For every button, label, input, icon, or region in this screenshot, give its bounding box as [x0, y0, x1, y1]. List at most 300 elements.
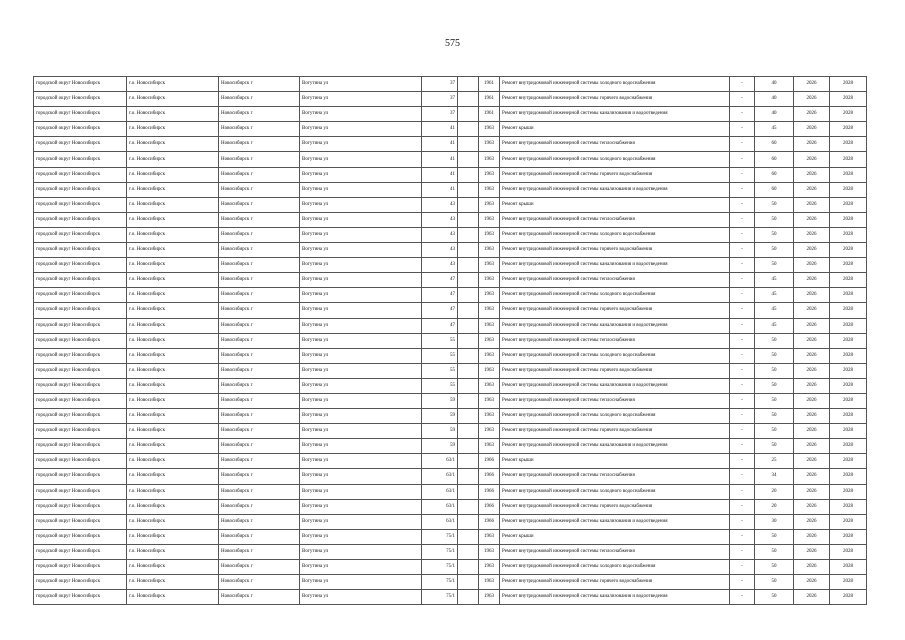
street-cell: Вогутина ул	[300, 439, 422, 454]
settlement-cell: г.о. Новосибирск	[127, 212, 219, 227]
house-number-cell: 63/1	[422, 514, 458, 529]
cost-cell: 50	[755, 439, 794, 454]
cost-cell: 20	[755, 499, 794, 514]
settlement-cell: г.о. Новосибирск	[127, 288, 219, 303]
street-cell: Вогутина ул	[300, 393, 422, 408]
page-number: 575	[445, 38, 460, 49]
end-year-cell: 2028	[830, 575, 867, 590]
city-cell: Новосибирск г	[219, 318, 300, 333]
cost-cell: 60	[755, 167, 794, 182]
empty-cell	[458, 107, 479, 122]
city-cell: Новосибирск г	[219, 197, 300, 212]
city-cell: Новосибирск г	[219, 454, 300, 469]
house-number-cell: 75/1	[422, 575, 458, 590]
empty-cell	[458, 393, 479, 408]
empty-cell	[458, 575, 479, 590]
end-year-cell: 2028	[830, 529, 867, 544]
district-cell: городской округ Новосибирск	[34, 107, 127, 122]
start-year-cell: 2026	[794, 363, 830, 378]
work-type-cell: Ремонт внутридомовой инженерной системы холодного водоснабжения	[500, 288, 730, 303]
district-cell: городской округ Новосибирск	[34, 590, 127, 605]
empty-cell	[458, 212, 479, 227]
street-cell: Вогутина ул	[300, 544, 422, 559]
empty-cell	[458, 529, 479, 544]
dash-cell: -	[730, 378, 755, 393]
house-number-cell: 63/1	[422, 454, 458, 469]
street-cell: Вогутина ул	[300, 182, 422, 197]
district-cell: городской округ Новосибирск	[34, 197, 127, 212]
city-cell: Новосибирск г	[219, 258, 300, 273]
empty-cell	[458, 288, 479, 303]
end-year-cell: 2028	[830, 167, 867, 182]
build-year-cell: 1961	[479, 92, 500, 107]
build-year-cell: 1963	[479, 122, 500, 137]
street-cell: Вогутина ул	[300, 167, 422, 182]
empty-cell	[458, 227, 479, 242]
settlement-cell: г.о. Новосибирск	[127, 378, 219, 393]
table-row	[34, 197, 867, 212]
street-cell: Вогутина ул	[300, 363, 422, 378]
street-cell: Вогутина ул	[300, 77, 422, 92]
dash-cell: -	[730, 529, 755, 544]
work-type-cell: Ремонт внутридомовой инженерной системы канализования и водоотведения	[500, 258, 730, 273]
work-type-cell: Ремонт внутридомовой инженерной системы канализования и водоотведения	[500, 514, 730, 529]
settlement-cell: г.о. Новосибирск	[127, 348, 219, 363]
start-year-cell: 2026	[794, 197, 830, 212]
district-cell: городской округ Новосибирск	[34, 469, 127, 484]
build-year-cell: 1966	[479, 499, 500, 514]
empty-cell	[458, 122, 479, 137]
dash-cell: -	[730, 544, 755, 559]
table-row	[34, 303, 867, 318]
table-row	[34, 77, 867, 92]
dash-cell: -	[730, 303, 755, 318]
start-year-cell: 2026	[794, 544, 830, 559]
cost-cell: 40	[755, 107, 794, 122]
table-row	[34, 107, 867, 122]
build-year-cell: 1963	[479, 363, 500, 378]
build-year-cell: 1963	[479, 303, 500, 318]
settlement-cell: г.о. Новосибирск	[127, 92, 219, 107]
dash-cell: -	[730, 424, 755, 439]
dash-cell: -	[730, 590, 755, 605]
city-cell: Новосибирск г	[219, 590, 300, 605]
dash-cell: -	[730, 122, 755, 137]
build-year-cell: 1963	[479, 212, 500, 227]
district-cell: городской округ Новосибирск	[34, 273, 127, 288]
street-cell: Вогутина ул	[300, 529, 422, 544]
start-year-cell: 2026	[794, 107, 830, 122]
settlement-cell: г.о. Новосибирск	[127, 484, 219, 499]
dash-cell: -	[730, 212, 755, 227]
work-type-cell: Ремонт внутридомовой инженерной системы горячего водоснабжения	[500, 167, 730, 182]
work-type-cell: Ремонт внутридомовой инженерной системы канализования и водоотведения	[500, 439, 730, 454]
cost-cell: 50	[755, 243, 794, 258]
settlement-cell: г.о. Новосибирск	[127, 273, 219, 288]
house-number-cell: 63/1	[422, 499, 458, 514]
end-year-cell: 2028	[830, 409, 867, 424]
district-cell: городской округ Новосибирск	[34, 333, 127, 348]
house-number-cell: 47	[422, 318, 458, 333]
street-cell: Вогутина ул	[300, 122, 422, 137]
district-cell: городской округ Новосибирск	[34, 258, 127, 273]
house-number-cell: 55	[422, 378, 458, 393]
table-row	[34, 122, 867, 137]
street-cell: Вогутина ул	[300, 197, 422, 212]
cost-cell: 50	[755, 258, 794, 273]
cost-cell: 50	[755, 424, 794, 439]
cost-cell: 50	[755, 212, 794, 227]
work-type-cell: Ремонт внутридомовой инженерной системы холодного водоснабжения	[500, 152, 730, 167]
district-cell: городской округ Новосибирск	[34, 122, 127, 137]
city-cell: Новосибирск г	[219, 243, 300, 258]
house-number-cell: 55	[422, 348, 458, 363]
work-type-cell: Ремонт крыши	[500, 197, 730, 212]
empty-cell	[458, 333, 479, 348]
build-year-cell: 1963	[479, 167, 500, 182]
work-type-cell: Ремонт внутридомовой инженерной системы теплоснабжения	[500, 212, 730, 227]
settlement-cell: г.о. Новосибирск	[127, 514, 219, 529]
dash-cell: -	[730, 484, 755, 499]
start-year-cell: 2026	[794, 288, 830, 303]
empty-cell	[458, 514, 479, 529]
city-cell: Новосибирск г	[219, 152, 300, 167]
empty-cell	[458, 197, 479, 212]
build-year-cell: 1963	[479, 137, 500, 152]
table-row	[34, 333, 867, 348]
settlement-cell: г.о. Новосибирск	[127, 560, 219, 575]
district-cell: городской округ Новосибирск	[34, 393, 127, 408]
table-row	[34, 227, 867, 242]
street-cell: Вогутина ул	[300, 348, 422, 363]
district-cell: городской округ Новосибирск	[34, 318, 127, 333]
city-cell: Новосибирск г	[219, 167, 300, 182]
dash-cell: -	[730, 258, 755, 273]
house-number-cell: 47	[422, 288, 458, 303]
table-row	[34, 409, 867, 424]
dash-cell: -	[730, 197, 755, 212]
start-year-cell: 2026	[794, 243, 830, 258]
district-cell: городской округ Новосибирск	[34, 424, 127, 439]
house-number-cell: 47	[422, 303, 458, 318]
dash-cell: -	[730, 288, 755, 303]
settlement-cell: г.о. Новосибирск	[127, 167, 219, 182]
build-year-cell: 1963	[479, 243, 500, 258]
cost-cell: 40	[755, 77, 794, 92]
work-type-cell: Ремонт внутридомовой инженерной системы холодного водоснабжения	[500, 77, 730, 92]
district-cell: городской округ Новосибирск	[34, 514, 127, 529]
city-cell: Новосибирск г	[219, 409, 300, 424]
build-year-cell: 1963	[479, 152, 500, 167]
table-row	[34, 499, 867, 514]
build-year-cell: 1963	[479, 424, 500, 439]
district-cell: городской округ Новосибирск	[34, 439, 127, 454]
district-cell: городской округ Новосибирск	[34, 152, 127, 167]
street-cell: Вогутина ул	[300, 575, 422, 590]
city-cell: Новосибирск г	[219, 544, 300, 559]
cost-cell: 34	[755, 469, 794, 484]
work-type-cell: Ремонт внутридомовой инженерной системы горячего водоснабжения	[500, 92, 730, 107]
district-cell: городской округ Новосибирск	[34, 544, 127, 559]
empty-cell	[458, 424, 479, 439]
cost-cell: 50	[755, 590, 794, 605]
dash-cell: -	[730, 363, 755, 378]
work-type-cell: Ремонт внутридомовой инженерной системы горячего водоснабжения	[500, 575, 730, 590]
build-year-cell: 1963	[479, 544, 500, 559]
end-year-cell: 2028	[830, 182, 867, 197]
empty-cell	[458, 348, 479, 363]
district-cell: городской округ Новосибирск	[34, 454, 127, 469]
end-year-cell: 2028	[830, 318, 867, 333]
district-cell: городской округ Новосибирск	[34, 484, 127, 499]
district-cell: городской округ Новосибирск	[34, 348, 127, 363]
dash-cell: -	[730, 454, 755, 469]
dash-cell: -	[730, 152, 755, 167]
start-year-cell: 2026	[794, 529, 830, 544]
work-type-cell: Ремонт внутридомовой инженерной системы канализования и водоотведения	[500, 590, 730, 605]
house-number-cell: 75/1	[422, 590, 458, 605]
house-number-cell: 43	[422, 243, 458, 258]
cost-cell: 45	[755, 273, 794, 288]
settlement-cell: г.о. Новосибирск	[127, 258, 219, 273]
dash-cell: -	[730, 273, 755, 288]
empty-cell	[458, 409, 479, 424]
table-row	[34, 137, 867, 152]
empty-cell	[458, 544, 479, 559]
cost-cell: 30	[755, 514, 794, 529]
street-cell: Вогутина ул	[300, 560, 422, 575]
start-year-cell: 2026	[794, 227, 830, 242]
end-year-cell: 2028	[830, 212, 867, 227]
empty-cell	[458, 92, 479, 107]
table-row	[34, 92, 867, 107]
district-cell: городской округ Новосибирск	[34, 243, 127, 258]
work-type-cell: Ремонт внутридомовой инженерной системы канализования и водоотведения	[500, 107, 730, 122]
build-year-cell: 1963	[479, 333, 500, 348]
start-year-cell: 2026	[794, 122, 830, 137]
settlement-cell: г.о. Новосибирск	[127, 544, 219, 559]
start-year-cell: 2026	[794, 167, 830, 182]
city-cell: Новосибирск г	[219, 273, 300, 288]
street-cell: Вогутина ул	[300, 288, 422, 303]
end-year-cell: 2028	[830, 484, 867, 499]
street-cell: Вогутина ул	[300, 303, 422, 318]
cost-cell: 60	[755, 182, 794, 197]
city-cell: Новосибирск г	[219, 529, 300, 544]
start-year-cell: 2026	[794, 273, 830, 288]
street-cell: Вогутина ул	[300, 499, 422, 514]
house-number-cell: 41	[422, 137, 458, 152]
city-cell: Новосибирск г	[219, 363, 300, 378]
start-year-cell: 2026	[794, 499, 830, 514]
settlement-cell: г.о. Новосибирск	[127, 122, 219, 137]
dash-cell: -	[730, 318, 755, 333]
start-year-cell: 2026	[794, 77, 830, 92]
street-cell: Вогутина ул	[300, 514, 422, 529]
table-row	[34, 575, 867, 590]
start-year-cell: 2026	[794, 137, 830, 152]
work-type-cell: Ремонт крыши	[500, 122, 730, 137]
build-year-cell: 1966	[479, 484, 500, 499]
city-cell: Новосибирск г	[219, 424, 300, 439]
cost-cell: 40	[755, 92, 794, 107]
house-number-cell: 75/1	[422, 529, 458, 544]
house-number-cell: 59	[422, 424, 458, 439]
start-year-cell: 2026	[794, 303, 830, 318]
city-cell: Новосибирск г	[219, 288, 300, 303]
house-number-cell: 43	[422, 258, 458, 273]
city-cell: Новосибирск г	[219, 303, 300, 318]
street-cell: Вогутина ул	[300, 152, 422, 167]
table-row	[34, 212, 867, 227]
build-year-cell: 1963	[479, 273, 500, 288]
start-year-cell: 2026	[794, 393, 830, 408]
city-cell: Новосибирск г	[219, 378, 300, 393]
empty-cell	[458, 499, 479, 514]
end-year-cell: 2028	[830, 197, 867, 212]
end-year-cell: 2028	[830, 77, 867, 92]
house-number-cell: 37	[422, 77, 458, 92]
district-cell: городской округ Новосибирск	[34, 182, 127, 197]
house-number-cell: 37	[422, 107, 458, 122]
build-year-cell: 1963	[479, 318, 500, 333]
build-year-cell: 1963	[479, 393, 500, 408]
house-number-cell: 41	[422, 167, 458, 182]
district-cell: городской округ Новосибирск	[34, 303, 127, 318]
district-cell: городской округ Новосибирск	[34, 560, 127, 575]
start-year-cell: 2026	[794, 212, 830, 227]
table-row	[34, 318, 867, 333]
empty-cell	[458, 318, 479, 333]
settlement-cell: г.о. Новосибирск	[127, 469, 219, 484]
empty-cell	[458, 167, 479, 182]
end-year-cell: 2028	[830, 363, 867, 378]
empty-cell	[458, 363, 479, 378]
end-year-cell: 2028	[830, 544, 867, 559]
dash-cell: -	[730, 409, 755, 424]
build-year-cell: 1963	[479, 575, 500, 590]
cost-cell: 25	[755, 454, 794, 469]
end-year-cell: 2028	[830, 92, 867, 107]
city-cell: Новосибирск г	[219, 393, 300, 408]
table-row	[34, 514, 867, 529]
end-year-cell: 2028	[830, 378, 867, 393]
end-year-cell: 2028	[830, 590, 867, 605]
work-type-cell: Ремонт внутридомовой инженерной системы канализования и водоотведения	[500, 318, 730, 333]
empty-cell	[458, 303, 479, 318]
dash-cell: -	[730, 333, 755, 348]
city-cell: Новосибирск г	[219, 575, 300, 590]
table-row	[34, 258, 867, 273]
settlement-cell: г.о. Новосибирск	[127, 107, 219, 122]
dash-cell: -	[730, 575, 755, 590]
dash-cell: -	[730, 393, 755, 408]
start-year-cell: 2026	[794, 318, 830, 333]
empty-cell	[458, 590, 479, 605]
cost-cell: 50	[755, 227, 794, 242]
end-year-cell: 2028	[830, 348, 867, 363]
house-number-cell: 43	[422, 227, 458, 242]
end-year-cell: 2028	[830, 424, 867, 439]
empty-cell	[458, 182, 479, 197]
district-cell: городской округ Новосибирск	[34, 212, 127, 227]
street-cell: Вогутина ул	[300, 378, 422, 393]
city-cell: Новосибирск г	[219, 439, 300, 454]
work-type-cell: Ремонт внутридомовой инженерной системы холодного водоснабжения	[500, 227, 730, 242]
city-cell: Новосибирск г	[219, 560, 300, 575]
empty-cell	[458, 152, 479, 167]
street-cell: Вогутина ул	[300, 409, 422, 424]
cost-cell: 50	[755, 333, 794, 348]
end-year-cell: 2028	[830, 243, 867, 258]
work-type-cell: Ремонт внутридомовой инженерной системы холодного водоснабжения	[500, 348, 730, 363]
work-type-cell: Ремонт внутридомовой инженерной системы теплоснабжения	[500, 393, 730, 408]
table-row	[34, 378, 867, 393]
table-row	[34, 590, 867, 605]
dash-cell: -	[730, 137, 755, 152]
work-type-cell: Ремонт внутридомовой инженерной системы теплоснабжения	[500, 544, 730, 559]
house-number-cell: 37	[422, 92, 458, 107]
street-cell: Вогутина ул	[300, 137, 422, 152]
city-cell: Новосибирск г	[219, 137, 300, 152]
work-type-cell: Ремонт внутридомовой инженерной системы горячего водоснабжения	[500, 243, 730, 258]
street-cell: Вогутина ул	[300, 107, 422, 122]
empty-cell	[458, 273, 479, 288]
house-number-cell: 47	[422, 273, 458, 288]
city-cell: Новосибирск г	[219, 182, 300, 197]
table-row	[34, 363, 867, 378]
house-number-cell: 55	[422, 333, 458, 348]
start-year-cell: 2026	[794, 409, 830, 424]
empty-cell	[458, 469, 479, 484]
district-cell: городской округ Новосибирск	[34, 77, 127, 92]
end-year-cell: 2028	[830, 152, 867, 167]
house-number-cell: 75/1	[422, 544, 458, 559]
build-year-cell: 1963	[479, 227, 500, 242]
cost-cell: 60	[755, 152, 794, 167]
empty-cell	[458, 77, 479, 92]
district-cell: городской округ Новосибирск	[34, 288, 127, 303]
table-row	[34, 152, 867, 167]
street-cell: Вогутина ул	[300, 333, 422, 348]
house-number-cell: 41	[422, 182, 458, 197]
district-cell: городской округ Новосибирск	[34, 363, 127, 378]
work-type-cell: Ремонт внутридомовой инженерной системы канализования и водоотведения	[500, 182, 730, 197]
city-cell: Новосибирск г	[219, 122, 300, 137]
start-year-cell: 2026	[794, 560, 830, 575]
house-number-cell: 63/1	[422, 469, 458, 484]
house-number-cell: 59	[422, 409, 458, 424]
settlement-cell: г.о. Новосибирск	[127, 227, 219, 242]
dash-cell: -	[730, 167, 755, 182]
cost-cell: 50	[755, 529, 794, 544]
city-cell: Новосибирск г	[219, 469, 300, 484]
build-year-cell: 1961	[479, 77, 500, 92]
district-cell: городской округ Новосибирск	[34, 92, 127, 107]
cost-cell: 50	[755, 348, 794, 363]
city-cell: Новосибирск г	[219, 514, 300, 529]
cost-cell: 45	[755, 122, 794, 137]
dash-cell: -	[730, 77, 755, 92]
dash-cell: -	[730, 227, 755, 242]
house-number-cell: 41	[422, 122, 458, 137]
settlement-cell: г.о. Новосибирск	[127, 409, 219, 424]
table-row	[34, 484, 867, 499]
cost-cell: 50	[755, 197, 794, 212]
end-year-cell: 2028	[830, 107, 867, 122]
settlement-cell: г.о. Новосибирск	[127, 363, 219, 378]
start-year-cell: 2026	[794, 469, 830, 484]
